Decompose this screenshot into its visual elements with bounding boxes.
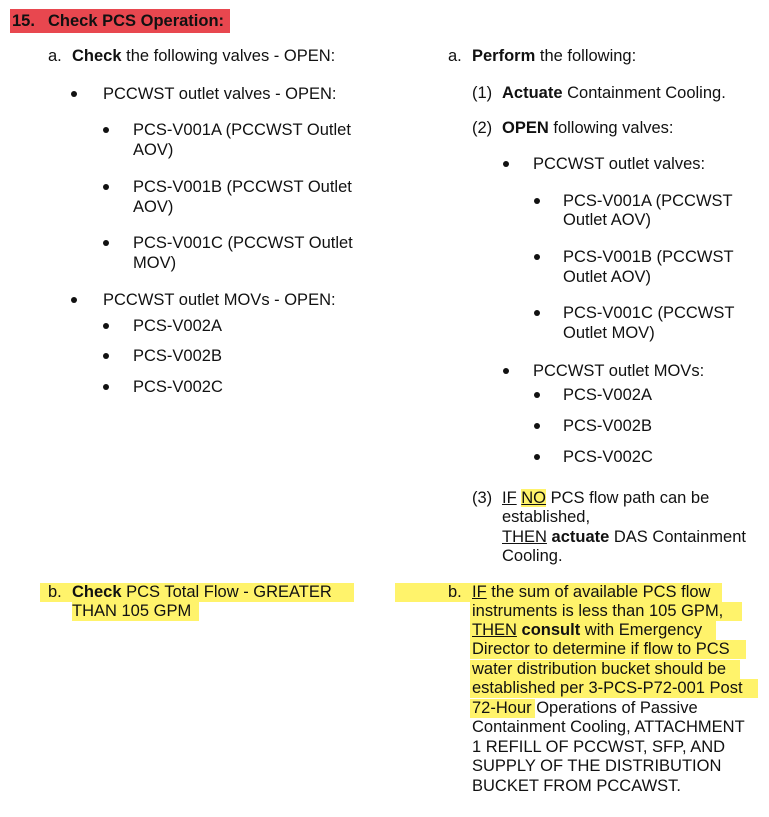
bullet-icon — [103, 127, 109, 133]
right-b-line7 — [472, 699, 698, 719]
right-group1-title: PCCWST outlet valves: — [533, 155, 706, 173]
right-b-line3 — [472, 621, 702, 641]
right-s1-num: (1) — [472, 84, 493, 102]
left-valve-3-line1: PCS-V001C (PCCWST Outlet — [133, 234, 353, 252]
right-b-line2: instruments is less than 105 GPM, — [472, 602, 724, 620]
bullet-icon — [503, 161, 509, 167]
left-a-rest: the following valves - OPEN: — [126, 47, 336, 65]
left-a-verb: Check — [72, 47, 122, 65]
right-mov-3: PCS-V002C — [563, 448, 653, 466]
right-b-line11: BUCKET FROM PCCAWST. — [472, 777, 682, 795]
right-a-rest: the following: — [539, 47, 637, 65]
left-group2-title: PCCWST outlet MOVs - OPEN: — [103, 291, 336, 309]
right-s2-num: (2) — [472, 119, 493, 137]
right-s2-rest: following valves: — [553, 119, 674, 137]
right-s3-if: IF — [502, 489, 517, 507]
right-b-letter: b. — [448, 583, 462, 601]
right-valve-2-line1: PCS-V001B (PCCWST — [563, 248, 734, 266]
step-number: 15. — [12, 12, 35, 30]
right-b-line8: Containment Cooling, ATTACHMENT — [472, 718, 745, 736]
left-mov-2: PCS-V002B — [133, 347, 222, 365]
bullet-icon — [534, 254, 540, 260]
right-b-l7-hl: 72-Hour — [472, 699, 532, 717]
right-b-verb: consult — [521, 621, 581, 639]
right-b-l3-rest: with Emergency — [584, 621, 703, 639]
bullet-icon — [534, 198, 540, 204]
left-valve-2-line2: AOV) — [133, 198, 174, 216]
bullet-icon — [103, 184, 109, 190]
right-s1-rest: Containment Cooling. — [567, 84, 726, 102]
bullet-icon — [534, 392, 540, 398]
step-header — [10, 9, 230, 33]
right-valve-3-line1: PCS-V001C (PCCWST — [563, 304, 735, 322]
left-a-text — [72, 47, 335, 67]
right-s2-verb: OPEN — [502, 119, 549, 137]
right-valve-2-line2: Outlet AOV) — [563, 268, 652, 286]
bullet-icon — [534, 454, 540, 460]
right-s2-text — [502, 119, 674, 139]
bullet-icon — [103, 384, 109, 390]
right-s3-line2: established, — [502, 508, 591, 526]
right-s3-rest1: PCS flow path can be — [550, 489, 710, 507]
left-mov-3: PCS-V002C — [133, 378, 223, 396]
right-b-line5: water distribution bucket should be — [472, 660, 727, 678]
right-a-letter: a. — [448, 47, 462, 65]
bullet-icon — [103, 240, 109, 246]
right-group2-title: PCCWST outlet MOVs: — [533, 362, 705, 380]
right-s3-line4: Cooling. — [502, 547, 563, 565]
left-valve-2-line1: PCS-V001B (PCCWST Outlet — [133, 178, 352, 196]
right-b-if: IF — [472, 583, 487, 601]
bullet-icon — [103, 323, 109, 329]
right-valve-1-line2: Outlet AOV) — [563, 211, 652, 229]
left-mov-1: PCS-V002A — [133, 317, 222, 335]
left-valve-1-line2: AOV) — [133, 141, 174, 159]
bullet-icon — [534, 310, 540, 316]
right-b-l7-rest: Operations of Passive — [536, 699, 698, 717]
left-b-line2: THAN 105 GPM — [72, 602, 192, 620]
right-s3-num: (3) — [472, 489, 493, 507]
bullet-icon — [103, 353, 109, 359]
left-a-letter: a. — [48, 47, 62, 65]
right-b-line4: Director to determine if flow to PCS — [472, 640, 730, 658]
right-valve-1-line1: PCS-V001A (PCCWST — [563, 192, 733, 210]
right-mov-1: PCS-V002A — [563, 386, 652, 404]
left-group1-title: PCCWST outlet valves - OPEN: — [103, 85, 337, 103]
right-s3-line1 — [502, 489, 709, 509]
right-b-then: THEN — [472, 621, 517, 639]
right-s3-no: NO — [521, 489, 547, 507]
right-s3-line3 — [502, 528, 746, 548]
right-b-line10: SUPPLY OF THE DISTRIBUTION — [472, 757, 722, 775]
right-valve-3-line2: Outlet MOV) — [563, 324, 655, 342]
bullet-icon — [71, 91, 77, 97]
right-s1-verb: Actuate — [502, 84, 563, 102]
left-b-verb: Check — [72, 583, 122, 601]
bullet-icon — [503, 368, 509, 374]
right-b-l1-rest: the sum of available PCS flow — [491, 583, 711, 601]
right-b-line1 — [472, 583, 710, 603]
right-s3-then: THEN — [502, 528, 547, 546]
right-b-line6: established per 3-PCS-P72-001 Post — [472, 679, 743, 697]
left-valve-1-line1: PCS-V001A (PCCWST Outlet — [133, 121, 351, 139]
step-title: Check PCS Operation: — [48, 12, 225, 30]
left-b-rest1: PCS Total Flow - GREATER — [126, 583, 332, 601]
right-s3-verb: actuate — [551, 528, 610, 546]
right-mov-2: PCS-V002B — [563, 417, 652, 435]
left-b-line1 — [72, 583, 332, 603]
bullet-icon — [534, 423, 540, 429]
right-a-verb: Perform — [472, 47, 536, 65]
left-valve-3-line2: MOV) — [133, 254, 177, 272]
left-b-letter: b. — [48, 583, 62, 601]
bullet-icon — [71, 297, 77, 303]
right-b-line9: 1 REFILL OF PCCWST, SFP, AND — [472, 738, 726, 756]
right-s3-rest3: DAS Containment — [613, 528, 746, 546]
right-a-text — [472, 47, 636, 67]
right-s1-text — [502, 84, 726, 104]
